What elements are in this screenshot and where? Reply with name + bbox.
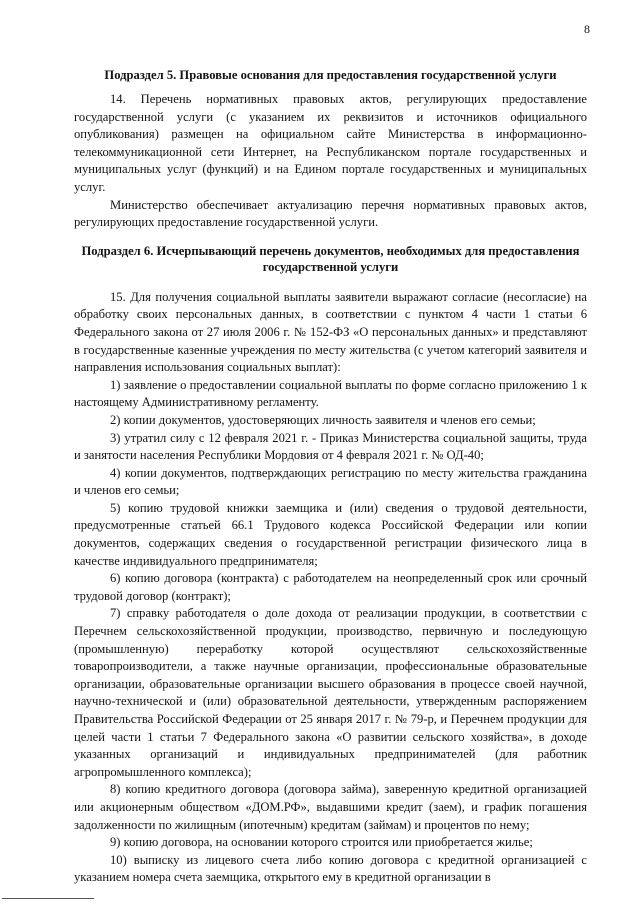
list-item-8: 8) копию кредитного договора (договора займа), заверенную кредитной организацией или акционерным обществом «ДОМ.РФ», выдавшими кредит (заем), и график погашения задолженности по жилищным (ипотечным) кредитам (займам) и процентов по нему; [74, 782, 587, 832]
footnote-separator [2, 898, 94, 899]
paragraph-14: 14. Перечень нормативных правовых актов, регулирующих предоставление государственной услуги (с указанием их реквизитов и источников официального опубликования) размещен на официальном сайте Министерства в информационно-телекоммуникационной сети Интернет, на Республиканском портале государственных и муниципальных услуг (функций) и на Едином портале государственных и муниципальных услуг. [74, 92, 587, 194]
list-item-9: 9) копию договора, на основании которого строится или приобретается жилье; [110, 835, 533, 850]
list-item-2: 2) копии документов, удостоверяющих личность заявителя и членов его семьи; [110, 412, 536, 427]
list-item-7: 7) справку работодателя о доле дохода от реализации продукции, в соответствии с Перечнем сельскохозяйственной продукции, производство, первичную и последующую (промышленную) переработку которой осуществляют сельскохозяйственные товаропроизводители, а также научные организации, профессиональные образовательные организации, образовательные организации высшего образования в процессе своей научной, научно-технической и (или) образовательной деятельности, утвержденным распоряжением Правительства Российской Федерации от 25 января 2017 г. № 79-р, и Перечнем продукции для целей части 1 статьи 7 Федерального закона «О развитии сельского хозяйства», в доходе указанных организаций и индивидуальных предпринимателей (для работник агропромышленного комплекса); [74, 606, 587, 779]
paragraph-15: 15. Для получения социальной выплаты заявители выражают согласие (несогласие) на обработку своих персональных данных, в соответствии с пунктом 4 части 1 статьи 6 Федерального закона от 27 июля 2006 г. № 152-ФЗ «О персональных данных» и представляют в государственные казенные учреждения по месту жительства (с учетом категорий заявителя и направления использования социальных выплат): [74, 289, 587, 375]
paragraph-ministry-update: Министерство обеспечивает актуализацию перечня нормативных правовых актов, регулирующих предоставление государственной услуги. [74, 197, 587, 230]
page-number: 8 [584, 22, 590, 36]
subsection-5-title: Подраздел 5. Правовые основания для предоставления государственной услуги [104, 68, 557, 82]
list-item-6: 6) копию договора (контракта) с работодателем на неопределенный срок или срочный трудовой договор (контракт); [74, 571, 587, 603]
page-content [74, 67, 587, 887]
list-item-3: 3) утратил силу с 12 февраля 2021 г. - Приказ Министерства социальной защиты, труда и занятости населения Республики Мордовия от 4 февраля 2021 г. № ОД-40; [74, 430, 587, 463]
list-item-1: 1) заявление о предоставлении социальной выплаты по форме согласно приложению 1 к настоящему Административному регламенту. [74, 377, 587, 410]
subsection-6-title: Подраздел 6. Исчерпывающий перечень документов, необходимых для предоставления государственной услуги [81, 243, 580, 274]
list-item-5: 5) копию трудовой книжки заемщика и (или) сведения о трудовой деятельности, предусмотренные статьей 66.1 Трудового кодекса Российской Федерации или копии документов, содержащих сведения о государственной регистрации физического лица в качестве индивидуального предпринимателя; [74, 500, 587, 568]
list-item-4: 4) копии документов, подтверждающих регистрацию по месту жительства гражданина и членов его семьи; [74, 465, 587, 498]
list-item-10: 10) выписку из лицевого счета либо копию договора с кредитной организацией с указанием номера счета заемщика, открытого ему в кредитной организации в [74, 852, 587, 885]
